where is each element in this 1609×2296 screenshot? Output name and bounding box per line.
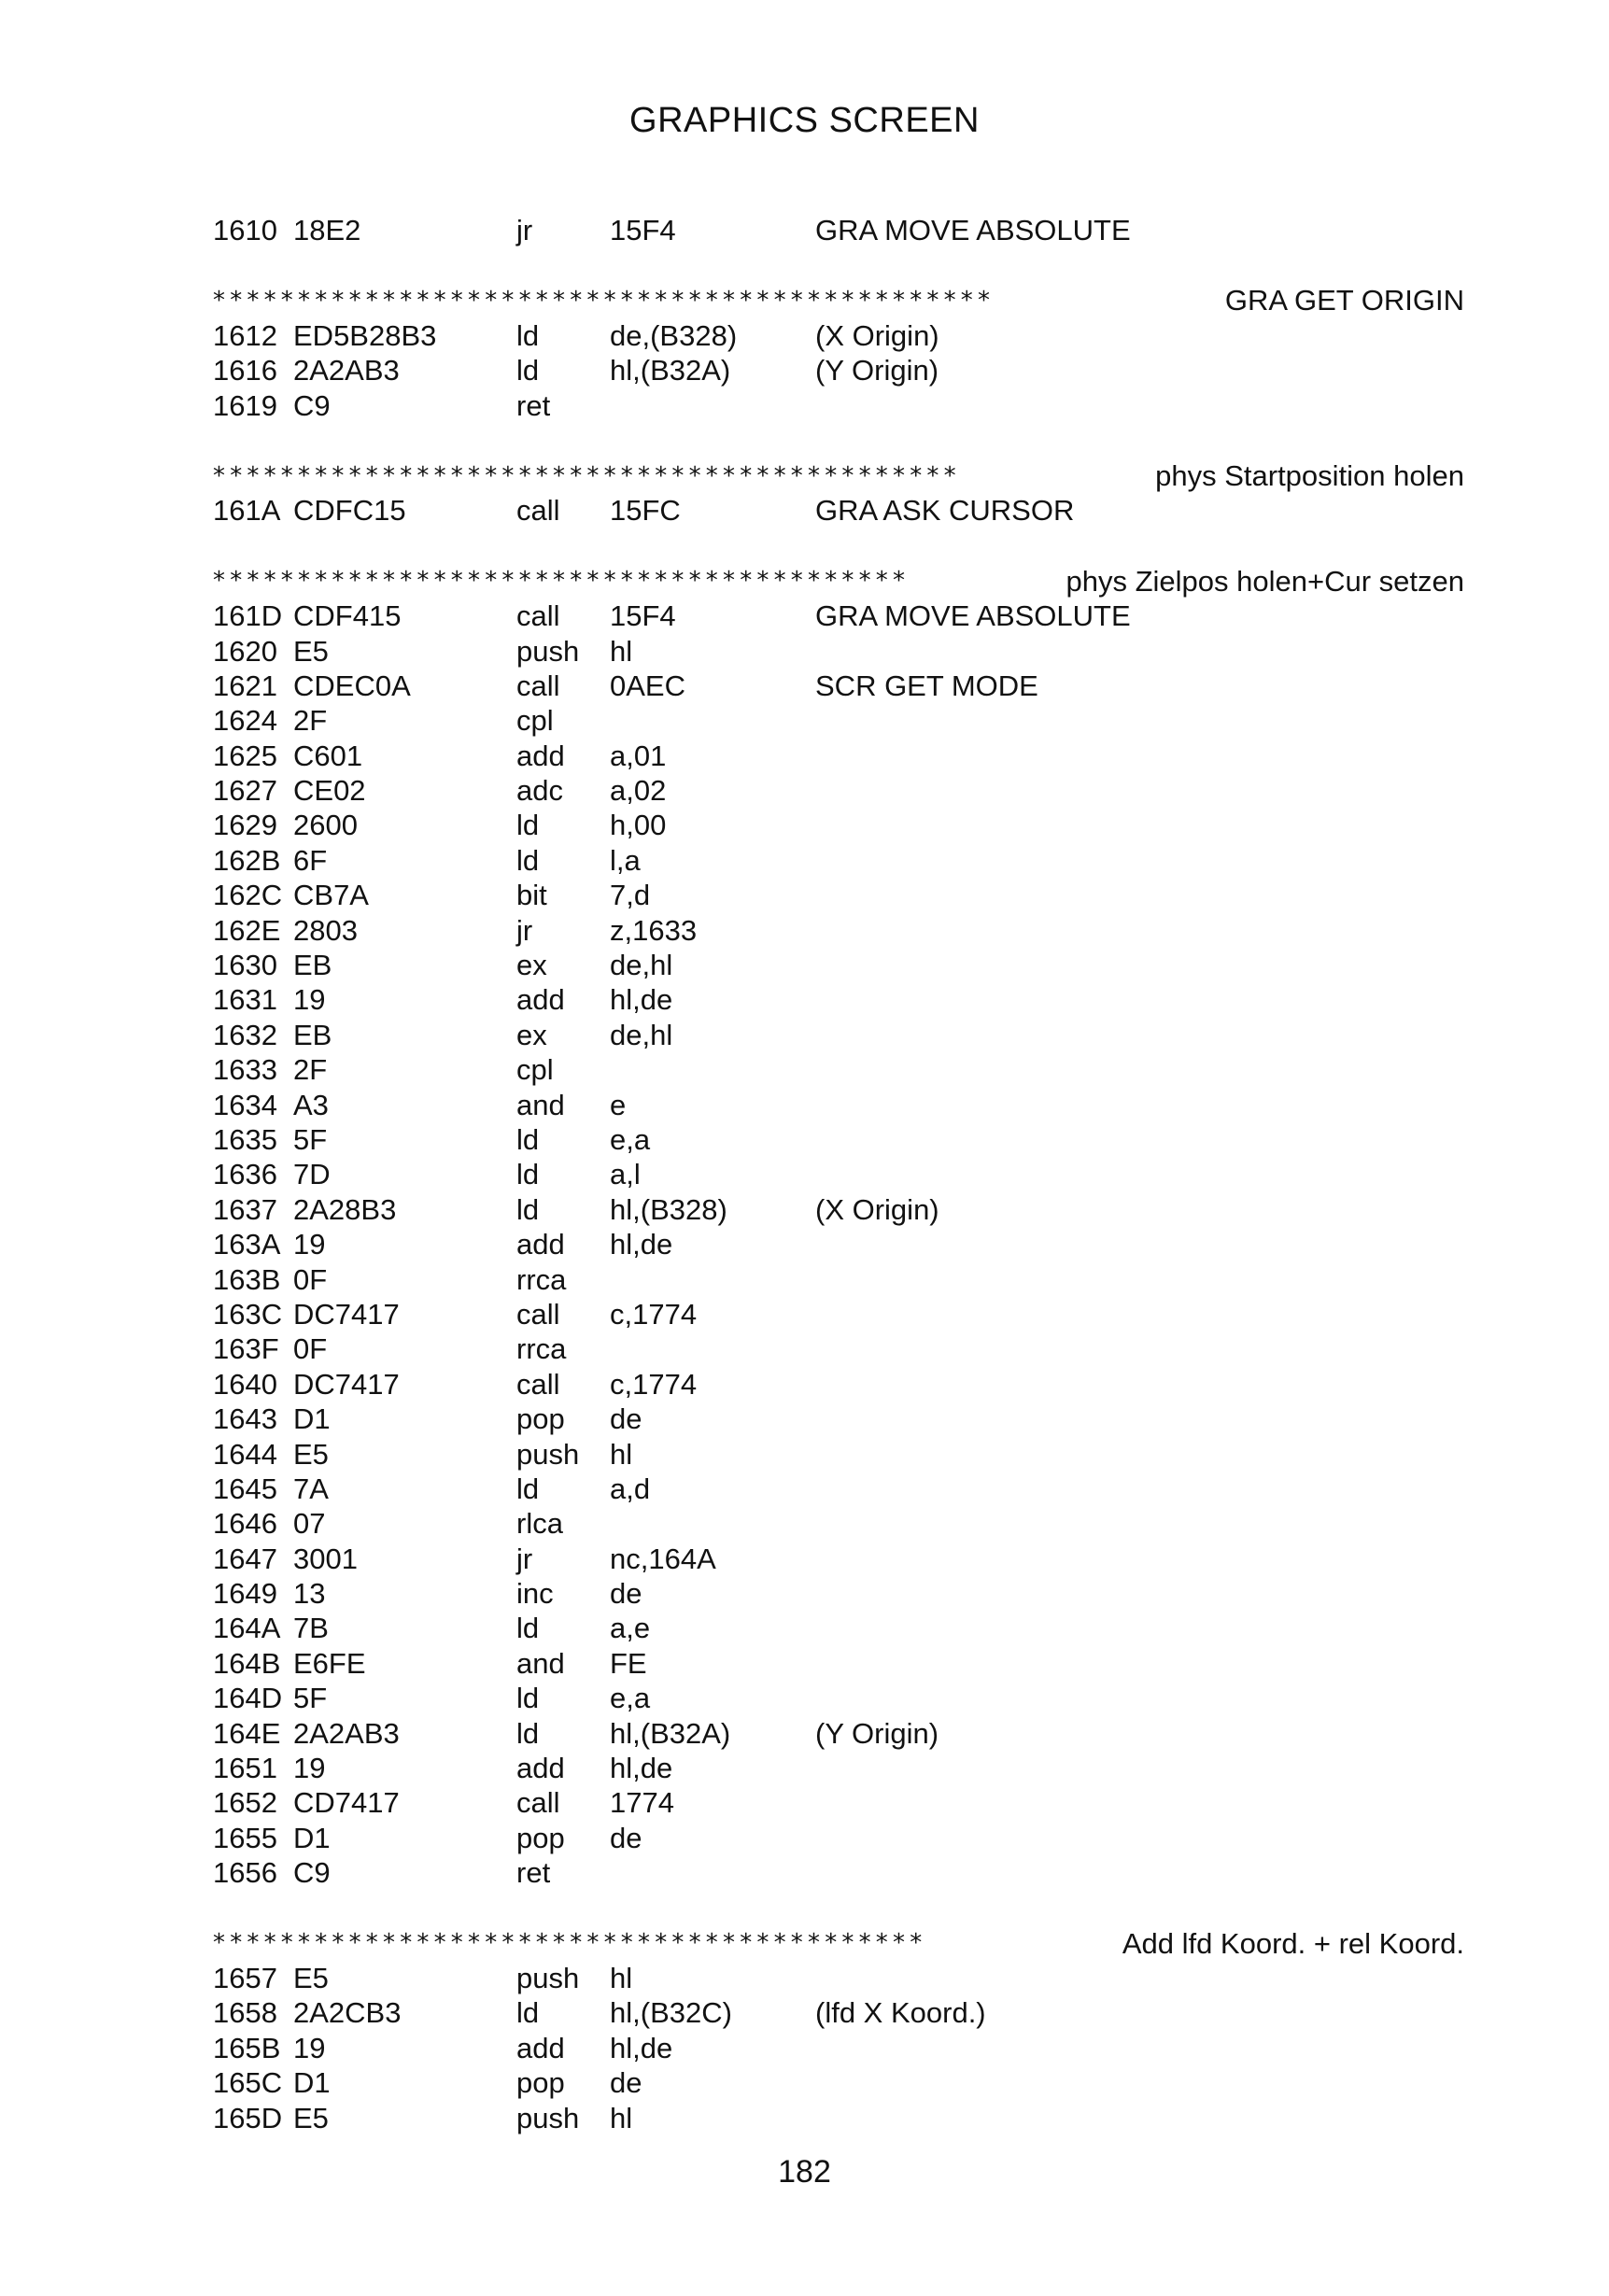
opcode-bytes-cell: D1	[293, 1402, 331, 1436]
mnemonic-cell: ld	[516, 354, 540, 387]
operand-cell: a,02	[610, 774, 667, 808]
operand-cell: a,d	[610, 1472, 651, 1505]
mnemonic-cell: rrca	[516, 1262, 567, 1296]
address-cell: 165C	[213, 2066, 283, 2100]
code-line	[213, 1542, 1464, 1576]
code-line	[213, 982, 1464, 1017]
code-line	[213, 2101, 1464, 2135]
opcode-bytes-cell: 2F	[293, 1053, 328, 1087]
address-cell: 1616	[213, 354, 277, 387]
mnemonic-cell: ret	[516, 1856, 551, 1890]
mnemonic-cell: pop	[516, 1821, 565, 1854]
mnemonic-cell: call	[516, 599, 560, 633]
code-line	[213, 1192, 1464, 1227]
code-line	[213, 634, 1464, 669]
code-line	[213, 739, 1464, 773]
code-line	[213, 1157, 1464, 1191]
section-title: phys Zielpos holen+Cur setzen	[1066, 564, 1464, 598]
operand-cell: 1774	[610, 1786, 674, 1820]
address-cell: 1620	[213, 634, 277, 668]
mnemonic-cell: ld	[516, 1716, 540, 1750]
opcode-bytes-cell: 19	[293, 983, 326, 1017]
code-line	[213, 1716, 1464, 1751]
operand-cell: l,a	[610, 843, 641, 877]
mnemonic-cell: and	[516, 1646, 565, 1680]
opcode-bytes-cell: 13	[293, 1577, 326, 1611]
section-separator	[213, 458, 1464, 493]
address-cell: 1633	[213, 1053, 277, 1087]
code-line	[213, 2031, 1464, 2065]
operand-cell: e	[610, 1088, 627, 1121]
address-cell: 164A	[213, 1612, 281, 1645]
mnemonic-cell: call	[516, 669, 560, 702]
address-cell: 1651	[213, 1752, 277, 1785]
opcode-bytes-cell: EB	[293, 1018, 332, 1051]
mnemonic-cell: ret	[516, 388, 551, 422]
address-cell: 1649	[213, 1577, 277, 1611]
mnemonic-cell: call	[516, 1786, 560, 1820]
opcode-bytes-cell: CDEC0A	[293, 669, 411, 702]
operand-cell: hl	[610, 1437, 633, 1471]
operand-cell: z,1633	[610, 913, 698, 947]
mnemonic-cell: push	[516, 1961, 580, 1994]
mnemonic-cell: add	[516, 1228, 565, 1261]
opcode-bytes-cell: 2803	[293, 913, 358, 947]
opcode-bytes-cell: A3	[293, 1088, 329, 1121]
address-cell: 161A	[213, 494, 281, 528]
code-line	[213, 878, 1464, 912]
address-cell: 1630	[213, 949, 277, 982]
mnemonic-cell: jr	[516, 913, 533, 947]
operand-cell: h,00	[610, 809, 667, 842]
mnemonic-cell: ld	[516, 1122, 540, 1156]
section-title: GRA GET ORIGIN	[1224, 284, 1464, 317]
code-line	[213, 843, 1464, 878]
comment-cell: SCR GET MODE	[815, 669, 1038, 702]
operand-cell: 15FC	[610, 494, 681, 528]
code-line	[213, 318, 1464, 353]
opcode-bytes-cell: 07	[293, 1507, 326, 1541]
opcode-bytes-cell: E6FE	[293, 1646, 366, 1680]
mnemonic-cell: rlca	[516, 1507, 563, 1541]
code-line	[213, 1961, 1464, 1995]
operand-cell: hl,de	[610, 1228, 673, 1261]
code-line	[213, 1227, 1464, 1261]
operand-cell: hl,de	[610, 2031, 673, 2064]
operand-cell: de	[610, 1402, 642, 1436]
code-line	[213, 1018, 1464, 1052]
address-cell: 164B	[213, 1646, 281, 1680]
mnemonic-cell: ex	[516, 1018, 547, 1051]
address-cell: 163C	[213, 1297, 283, 1331]
opcode-bytes-cell: 2F	[293, 704, 328, 738]
opcode-bytes-cell: 2A2AB3	[293, 354, 400, 387]
opcode-bytes-cell: E5	[293, 634, 329, 668]
address-cell: 1647	[213, 1542, 277, 1575]
code-line	[213, 1367, 1464, 1402]
operand-cell: 0AEC	[610, 669, 685, 702]
assembly-listing	[213, 213, 1464, 2135]
code-line	[213, 1088, 1464, 1122]
operand-cell: 7,d	[610, 879, 651, 912]
code-line	[213, 1122, 1464, 1157]
operand-cell: de	[610, 1577, 642, 1611]
mnemonic-cell: add	[516, 739, 565, 772]
operand-cell: hl,(B32C)	[610, 1996, 732, 2030]
comment-cell: (Y Origin)	[815, 1716, 939, 1750]
mnemonic-cell: add	[516, 983, 565, 1017]
address-cell: 1658	[213, 1996, 277, 2030]
address-cell: 1644	[213, 1437, 277, 1471]
mnemonic-cell: inc	[516, 1577, 554, 1611]
mnemonic-cell: add	[516, 2031, 565, 2064]
code-line	[213, 1262, 1464, 1297]
opcode-bytes-cell: 0F	[293, 1332, 328, 1366]
code-line	[213, 1681, 1464, 1715]
code-line	[213, 1052, 1464, 1087]
opcode-bytes-cell: 6F	[293, 843, 328, 877]
address-cell: 1629	[213, 809, 277, 842]
code-line	[213, 773, 1464, 808]
code-line	[213, 213, 1464, 247]
code-line	[213, 1472, 1464, 1506]
address-cell: 164E	[213, 1716, 281, 1750]
address-cell: 1634	[213, 1088, 277, 1121]
opcode-bytes-cell: E5	[293, 1437, 329, 1471]
mnemonic-cell: pop	[516, 2066, 565, 2100]
section-separator	[213, 1926, 1464, 1961]
address-cell: 165D	[213, 2101, 283, 2134]
code-line	[213, 1437, 1464, 1472]
opcode-bytes-cell: CDF415	[293, 599, 402, 633]
code-line	[213, 808, 1464, 842]
mnemonic-cell: call	[516, 494, 560, 528]
opcode-bytes-cell: D1	[293, 1821, 331, 1854]
code-line	[213, 948, 1464, 982]
address-cell: 1610	[213, 214, 277, 247]
opcode-bytes-cell: 0F	[293, 1262, 328, 1296]
operand-cell: a,01	[610, 739, 667, 772]
address-cell: 1656	[213, 1856, 277, 1890]
address-cell: 162C	[213, 879, 283, 912]
address-cell: 1625	[213, 739, 277, 772]
opcode-bytes-cell: CD7417	[293, 1786, 400, 1820]
code-line	[213, 2065, 1464, 2100]
address-cell: 1631	[213, 983, 277, 1017]
opcode-bytes-cell: CDFC15	[293, 494, 406, 528]
opcode-bytes-cell: C601	[293, 739, 363, 772]
mnemonic-cell: adc	[516, 774, 563, 808]
code-line	[213, 1785, 1464, 1820]
address-cell: 1655	[213, 1821, 277, 1854]
operand-cell: hl,de	[610, 983, 673, 1017]
code-line	[213, 1331, 1464, 1366]
mnemonic-cell: ld	[516, 1612, 540, 1645]
code-line	[213, 493, 1464, 528]
mnemonic-cell: call	[516, 1367, 560, 1401]
opcode-bytes-cell: DC7417	[293, 1297, 400, 1331]
address-cell: 162E	[213, 913, 281, 947]
mnemonic-cell: ld	[516, 1158, 540, 1191]
address-cell: 1635	[213, 1122, 277, 1156]
mnemonic-cell: ld	[516, 809, 540, 842]
operand-cell: de	[610, 1821, 642, 1854]
code-line	[213, 1855, 1464, 1890]
code-line	[213, 1402, 1464, 1436]
code-line	[213, 669, 1464, 703]
section-separator	[213, 564, 1464, 599]
mnemonic-cell: ld	[516, 1996, 540, 2030]
code-line	[213, 703, 1464, 738]
operand-cell: hl,(B328)	[610, 1192, 727, 1226]
mnemonic-cell: ld	[516, 318, 540, 352]
operand-cell: hl	[610, 2101, 633, 2134]
operand-cell: a,l	[610, 1158, 641, 1191]
mnemonic-cell: push	[516, 634, 580, 668]
page-title: GRAPHICS SCREEN	[629, 101, 980, 140]
mnemonic-cell: cpl	[516, 1053, 554, 1087]
address-cell: 163B	[213, 1262, 281, 1296]
mnemonic-cell: ld	[516, 1472, 540, 1505]
operand-cell: c,1774	[610, 1367, 698, 1401]
comment-cell: GRA MOVE ABSOLUTE	[815, 214, 1131, 247]
opcode-bytes-cell: 2A28B3	[293, 1192, 397, 1226]
comment-cell: (lfd X Koord.)	[815, 1996, 986, 2030]
comment-cell: (X Origin)	[815, 318, 939, 352]
operand-cell: c,1774	[610, 1297, 698, 1331]
opcode-bytes-cell: 7D	[293, 1158, 331, 1191]
operand-cell: e,a	[610, 1122, 651, 1156]
opcode-bytes-cell: 2A2AB3	[293, 1716, 400, 1750]
comment-cell: (Y Origin)	[815, 354, 939, 387]
code-line	[213, 1751, 1464, 1785]
address-cell: 1619	[213, 388, 277, 422]
mnemonic-cell: call	[516, 1297, 560, 1331]
address-cell: 162B	[213, 843, 281, 877]
opcode-bytes-cell: 2600	[293, 809, 358, 842]
opcode-bytes-cell: DC7417	[293, 1367, 400, 1401]
section-title: phys Startposition holen	[1155, 458, 1464, 492]
code-line	[213, 913, 1464, 948]
opcode-bytes-cell: D1	[293, 2066, 331, 2100]
operand-cell: nc,164A	[610, 1542, 716, 1575]
comment-cell: GRA ASK CURSOR	[815, 494, 1075, 528]
address-cell: 1637	[213, 1192, 277, 1226]
mnemonic-cell: bit	[516, 879, 547, 912]
opcode-bytes-cell: 18E2	[293, 214, 361, 247]
asterisk-rule: ******************************************	[213, 1929, 927, 1958]
mnemonic-cell: push	[516, 1437, 580, 1471]
mnemonic-cell: rrca	[516, 1332, 567, 1366]
opcode-bytes-cell: 5F	[293, 1682, 328, 1715]
operand-cell: 15F4	[610, 599, 676, 633]
mnemonic-cell: pop	[516, 1402, 565, 1436]
opcode-bytes-cell: 19	[293, 1228, 326, 1261]
opcode-bytes-cell: CE02	[293, 774, 366, 808]
operand-cell: hl	[610, 634, 633, 668]
address-cell: 1646	[213, 1507, 277, 1541]
opcode-bytes-cell: C9	[293, 388, 331, 422]
opcode-bytes-cell: EB	[293, 949, 332, 982]
address-cell: 163A	[213, 1228, 281, 1261]
comment-cell: GRA MOVE ABSOLUTE	[815, 599, 1131, 633]
opcode-bytes-cell: E5	[293, 2101, 329, 2134]
address-cell: 1612	[213, 318, 277, 352]
mnemonic-cell: add	[516, 1752, 565, 1785]
section-separator	[213, 283, 1464, 317]
code-line	[213, 599, 1464, 633]
operand-cell: FE	[610, 1646, 647, 1680]
operand-cell: e,a	[610, 1682, 651, 1715]
operand-cell: hl,(B32A)	[610, 1716, 731, 1750]
asterisk-rule: **********************************************	[213, 287, 995, 316]
code-line	[213, 388, 1464, 423]
operand-cell: de,hl	[610, 949, 673, 982]
mnemonic-cell: ex	[516, 949, 547, 982]
address-cell: 161D	[213, 599, 283, 633]
address-cell: 163F	[213, 1332, 279, 1366]
opcode-bytes-cell: 5F	[293, 1122, 328, 1156]
address-cell: 1632	[213, 1018, 277, 1051]
address-cell: 1636	[213, 1158, 277, 1191]
opcode-bytes-cell: 19	[293, 2031, 326, 2064]
asterisk-rule: *****************************************	[213, 567, 910, 596]
mnemonic-cell: jr	[516, 214, 533, 247]
address-cell: 1652	[213, 1786, 277, 1820]
opcode-bytes-cell: E5	[293, 1961, 329, 1994]
opcode-bytes-cell: ED5B28B3	[293, 318, 437, 352]
comment-cell: (X Origin)	[815, 1192, 939, 1226]
code-line	[213, 1646, 1464, 1681]
code-line	[213, 1506, 1464, 1541]
address-cell: 1640	[213, 1367, 277, 1401]
operand-cell: 15F4	[610, 214, 676, 247]
code-line	[213, 353, 1464, 387]
code-line	[213, 1611, 1464, 1645]
opcode-bytes-cell: C9	[293, 1856, 331, 1890]
address-cell: 1645	[213, 1472, 277, 1505]
mnemonic-cell: cpl	[516, 704, 554, 738]
operand-cell: de,hl	[610, 1018, 673, 1051]
address-cell: 165B	[213, 2031, 281, 2064]
address-cell: 164D	[213, 1682, 283, 1715]
mnemonic-cell: push	[516, 2101, 580, 2134]
address-cell: 1643	[213, 1402, 277, 1436]
opcode-bytes-cell: 19	[293, 1752, 326, 1785]
address-cell: 1624	[213, 704, 277, 738]
address-cell: 1621	[213, 669, 277, 702]
operand-cell: hl,(B32A)	[610, 354, 731, 387]
opcode-bytes-cell: 7B	[293, 1612, 329, 1645]
code-line	[213, 1576, 1464, 1611]
operand-cell: de	[610, 2066, 642, 2100]
code-line	[213, 1297, 1464, 1331]
operand-cell: de,(B328)	[610, 318, 738, 352]
operand-cell: hl	[610, 1961, 633, 1994]
section-title: Add lfd Koord. + rel Koord.	[1122, 1926, 1464, 1960]
opcode-bytes-cell: CB7A	[293, 879, 369, 912]
mnemonic-cell: jr	[516, 1542, 533, 1575]
opcode-bytes-cell: 7A	[293, 1472, 329, 1505]
opcode-bytes-cell: 3001	[293, 1542, 358, 1575]
asterisk-rule: ********************************************	[213, 461, 961, 490]
address-cell: 1657	[213, 1961, 277, 1994]
opcode-bytes-cell: 2A2CB3	[293, 1996, 402, 2030]
mnemonic-cell: ld	[516, 1192, 540, 1226]
mnemonic-cell: and	[516, 1088, 565, 1121]
code-line	[213, 1821, 1464, 1855]
mnemonic-cell: ld	[516, 1682, 540, 1715]
address-cell: 1627	[213, 774, 277, 808]
operand-cell: hl,de	[610, 1752, 673, 1785]
operand-cell: a,e	[610, 1612, 651, 1645]
mnemonic-cell: ld	[516, 843, 540, 877]
code-line	[213, 1995, 1464, 2030]
page-number: 182	[778, 2154, 831, 2190]
